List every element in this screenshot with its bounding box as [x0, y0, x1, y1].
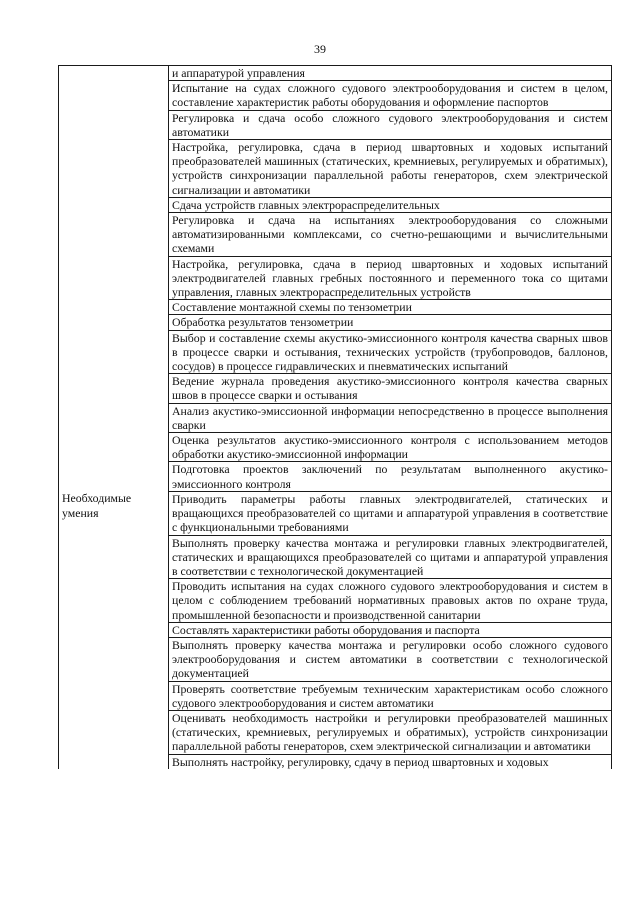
knowledge-item: Регулировка и сдача особо сложного судового электрооборудования и систем автоматики [169, 110, 612, 139]
knowledge-item: Настройка, регулировка, сдача в период швартовных и ходовых испытаний преобразователей машинных (статических, кремниевых, регулируемых и обратимых), устройств синхронизации параллельной работы генераторов, схем электрической сигнализации и автоматики [169, 140, 612, 198]
skill-item: Проверять соответствие требуемым техническим характеристикам особо сложного судового электрооборудования и систем автоматики [169, 681, 612, 710]
skill-item: Проводить испытания на судах сложного судового электрооборудования и систем в целом с соблюдением требований нормативных правовых актов по охране труда, промышленной безопасности и производственной санитарии [169, 579, 612, 623]
knowledge-item: Сдача устройств главных электрораспределительных [169, 197, 612, 212]
knowledge-item: Испытание на судах сложного судового электрооборудования и систем в целом, составление характеристик работы оборудования и оформление паспортов [169, 81, 612, 110]
skills-label: Необходимые умения [59, 491, 169, 768]
competency-table [58, 65, 612, 769]
knowledge-item: Обработка результатов тензометрии [169, 315, 612, 330]
skill-item: Приводить параметры работы главных электродвигателей, статических и вращающихся преобразователей со щитами и аппаратурой управления в соответствие с функциональными требованиями [169, 491, 612, 535]
knowledge-item: Оценка результатов акустико-эмиссионного контроля с использованием методов обработки акустико-эмиссионной информации [169, 433, 612, 462]
table-row [59, 491, 612, 535]
skill-item: Выполнять проверку качества монтажа и регулировки особо сложного судового электрооборудования и систем автоматики в соответствии с технологической документацией [169, 637, 612, 681]
knowledge-item: Настройка, регулировка, сдача в период швартовных и ходовых испытаний электродвигателей главных гребных постоянного и переменного тока со щитами управления, главных электрораспределительных устройств [169, 256, 612, 300]
skill-item: Составлять характеристики работы оборудования и паспорта [169, 622, 612, 637]
table-row [59, 66, 612, 81]
knowledge-item: Подготовка проектов заключений по результатам выполненного акустико-эмиссионного контроля [169, 462, 612, 491]
skill-item: Оценивать необходимость настройки и регулировки преобразователей машинных (статических, кремниевых, регулируемых и обратимых), устройств синхронизации параллельной работы генераторов, схем электрической сигнализации и автоматики [169, 710, 612, 754]
knowledge-item: Анализ акустико-эмиссионной информации непосредственно в процессе выполнения сварки [169, 403, 612, 432]
page-number: 39 [314, 42, 326, 56]
skill-item: Выполнять настройку, регулировку, сдачу в период швартовных и ходовых [169, 754, 612, 769]
knowledge-item: Составление монтажной схемы по тензометрии [169, 300, 612, 315]
label-cell-continued [59, 66, 169, 492]
knowledge-item: и аппаратурой управления [169, 66, 612, 81]
skill-item: Выполнять проверку качества монтажа и регулировки главных электродвигателей, статических и вращающихся преобразователей со щитами и аппаратурой управления в соответствии с технологической документацией [169, 535, 612, 579]
knowledge-item: Регулировка и сдача на испытаниях электрооборудования со сложными автоматизированными комплексами, со счетно-решающими и вычислительными схемами [169, 213, 612, 257]
knowledge-item: Выбор и составление схемы акустико-эмиссионного контроля качества сварных швов в процессе сварки и остывания, технических устройств (трубопроводов, баллонов, сосудов) в процессе гидравлических и пневматических испытаний [169, 330, 612, 374]
knowledge-item: Ведение журнала проведения акустико-эмиссионного контроля качества сварных швов в процессе сварки и остывания [169, 374, 612, 403]
